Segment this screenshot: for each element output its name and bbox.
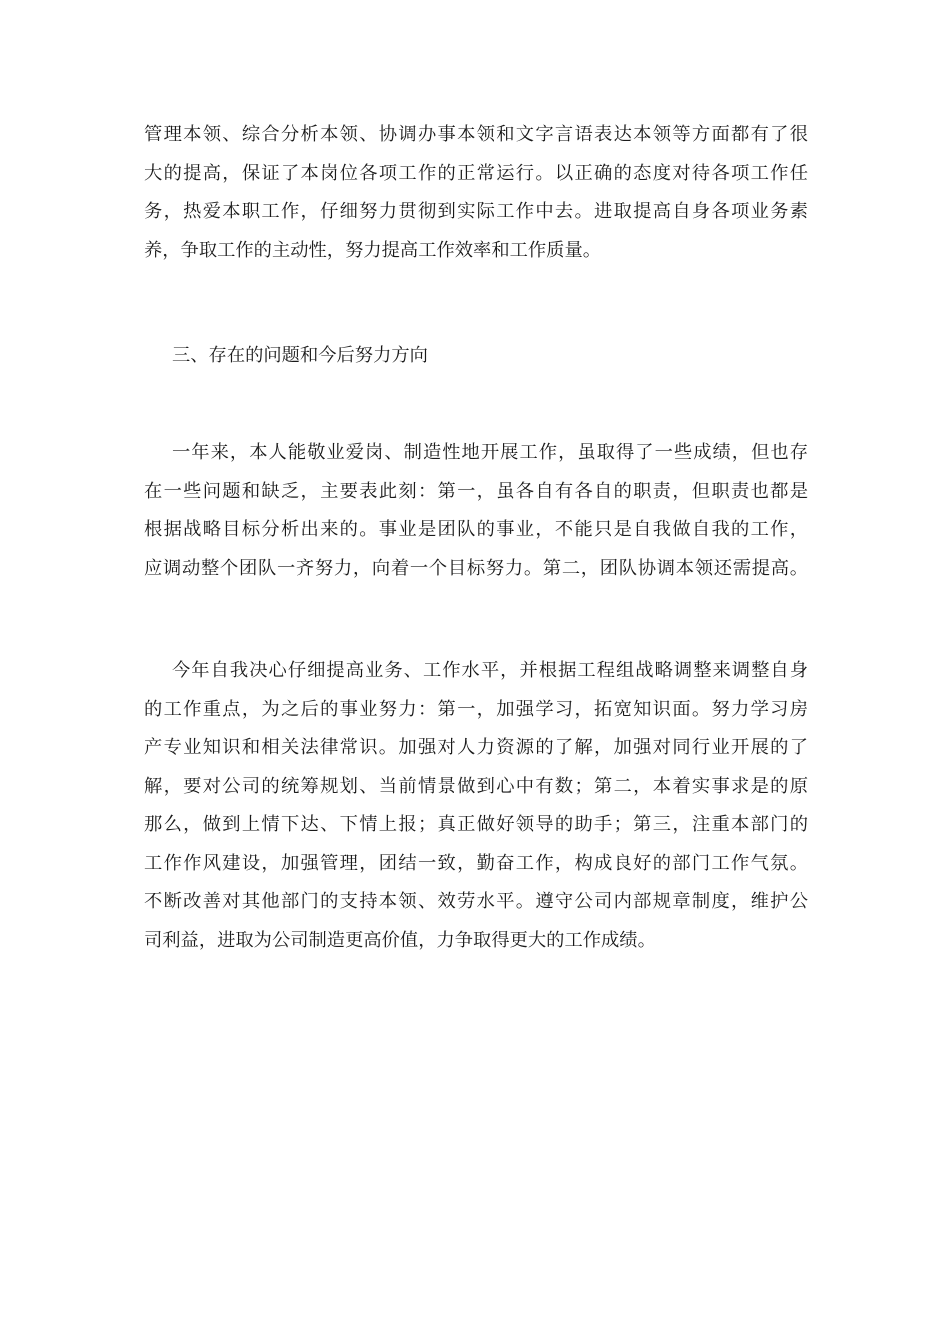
paragraph-future-direction [144,652,808,960]
paragraph-line: 今年自我决心仔细提高业务、工作水平，并根据工程组战略调整来调整自身 [172,660,808,681]
paragraph-line: 养，争取工作的主动性，努力提高工作效率和工作质量。 [144,239,602,261]
section-heading: 三、存在的问题和今后努力方向 [172,345,428,366]
paragraph-line: 应调动整个团队一齐努力，向着一个目标努力。第二，团队协调本领还需提高。 [144,557,808,579]
paragraph-line: 一年来，本人能敬业爱岗、制造性地开展工作，虽取得了一些成绩，但也存 [172,442,808,463]
paragraph-line: 管理本领、综合分析本领、协调办事本领和文字言语表达本领等方面都有了很 [144,124,808,145]
paragraph-line: 务，热爱本职工作，仔细努力贯彻到实际工作中去。进取提高自身各项业务素 [144,201,808,222]
paragraph-problems [144,434,808,588]
paragraph-line: 大的提高，保证了本岗位各项工作的正常运行。以正确的态度对待各项工作任 [144,162,808,184]
paragraph-line: 产专业知识和相关法律常识。加强对人力资源的了解，加强对同行业开展的了 [144,737,808,758]
paragraph-line: 那么，做到上情下达、下情上报；真正做好领导的助手；第三，注重本部门的 [144,814,808,835]
paragraph-line: 工作作风建设，加强管理，团结一致，勤奋工作，构成良好的部门工作气氛。 [144,852,808,874]
paragraph-line: 解，要对公司的统筹规划、当前情景做到心中有数；第二，本着实事求是的原 [144,775,808,797]
paragraph-line: 在一些问题和缺乏，主要表此刻：第一，虽各自有各自的职责，但职责也都是 [144,480,808,502]
paragraph-line: 司利益，进取为公司制造更高价值，力争取得更大的工作成绩。 [144,929,656,951]
paragraph-line: 的工作重点，为之后的事业努力：第一，加强学习，拓宽知识面。努力学习房 [144,698,808,720]
paragraph-line: 不断改善对其他部门的支持本领、效劳水平。遵守公司内部规章制度，维护公 [144,891,808,912]
paragraph-line: 根据战略目标分析出来的。事业是团队的事业，不能只是自我做自我的工作， [144,519,808,540]
paragraph-work-summary [144,116,808,270]
